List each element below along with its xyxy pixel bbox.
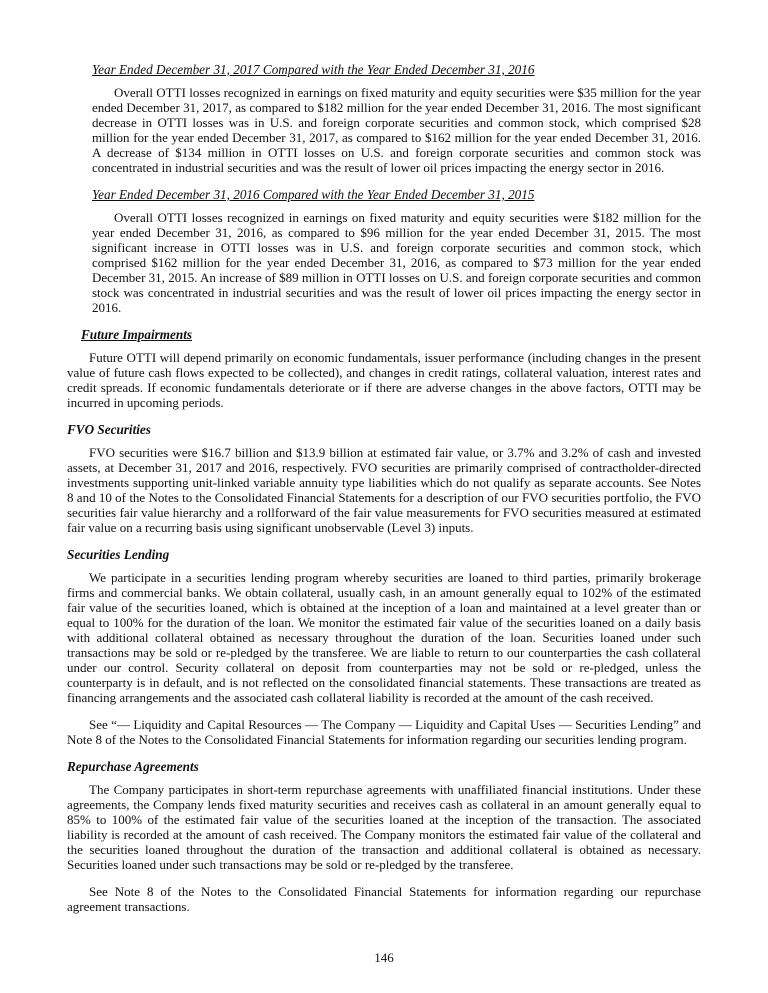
- section-heading: Securities Lending: [67, 547, 170, 562]
- paragraph: See Note 8 of the Notes to the Consolidated Financial Statements for information regarding our repurchase agreement transactions.: [67, 884, 701, 914]
- paragraph: Overall OTTI losses recognized in earnings on fixed maturity and equity securities were $35 million for the year ended December 31, 2017, as compared to $182 million for the year ended December 31, 2016. The most significant decrease in OTTI losses was in U.S. and foreign corporate securities and common stock, which comprised $28 million for the year ended December 31, 2017, as compared to $162 million for the year ended December 31, 2016. A decrease of $134 million in OTTI losses on U.S. and foreign corporate securities and common stock was concentrated in industrial securities and was the result of lower oil prices impacting the energy sector in 2016.: [92, 85, 701, 175]
- section-securities-lending: [67, 547, 701, 747]
- paragraph: FVO securities were $16.7 billion and $13.9 billion at estimated fair value, or 3.7% and 3.2% of cash and invested assets, at December 31, 2017 and 2016, respectively. FVO securities are primarily comprised of contractholder-directed investments supporting unit-linked variable annuity type liabilities which do not qualify as separate accounts. See Notes 8 and 10 of the Notes to the Consolidated Financial Statements for a description of our FVO securities portfolio, the FVO securities fair value hierarchy and a rollforward of the fair value measurements for FVO securities measured at estimated fair value on a recurring basis using significant unobservable (Level 3) inputs.: [67, 445, 701, 535]
- section-heading: Repurchase Agreements: [67, 759, 199, 774]
- section-heading: Year Ended December 31, 2016 Compared with the Year Ended December 31, 2015: [92, 187, 535, 202]
- document-content: [67, 62, 701, 926]
- section-year-2016-vs-2015: [92, 187, 701, 315]
- section-year-2017-vs-2016: [92, 62, 701, 175]
- section-heading: Year Ended December 31, 2017 Compared with the Year Ended December 31, 2016: [92, 62, 535, 77]
- paragraph: We participate in a securities lending program whereby securities are loaned to third parties, primarily brokerage firms and commercial banks. We obtain collateral, usually cash, in an amount generally equal to 102% of the estimated fair value of the securities loaned, which is obtained at the inception of a loan and maintained at a level greater than or equal to 100% for the duration of the loan. We monitor the estimated fair value of the securities loaned on a daily basis with additional collateral obtained as necessary throughout the duration of the loan. Securities loaned under such transactions may be sold or re-pledged by the transferee. We are liable to return to our counterparties the cash collateral under our control. Security collateral on deposit from counterparties may not be sold or re-pledged, unless the counterparty is in default, and is not reflected on the consolidated financial statements. These transactions are treated as financing arrangements and the associated cash collateral liability is recorded at the amount of the cash received.: [67, 570, 701, 705]
- section-heading: FVO Securities: [67, 422, 151, 437]
- section-future-impairments: [67, 327, 701, 410]
- section-fvo-securities: [67, 422, 701, 535]
- paragraph: Overall OTTI losses recognized in earnings on fixed maturity and equity securities were $182 million for the year ended December 31, 2016, as compared to $96 million for the year ended December 31, 2015. The most significant increase in OTTI losses was in U.S. and foreign corporate securities and common stock, which comprised $162 million for the year ended December 31, 2016, as compared to $73 million for the year ended December 31, 2015. An increase of $89 million in OTTI losses on U.S. and foreign corporate securities and common stock was concentrated in industrial securities and was the result of lower oil prices impacting the energy sector in 2016.: [92, 210, 701, 315]
- paragraph: Future OTTI will depend primarily on economic fundamentals, issuer performance (including changes in the present value of future cash flows expected to be collected), and changes in credit ratings, collateral valuation, interest rates and credit spreads. If economic fundamentals deteriorate or if there are adverse changes in the above factors, OTTI may be incurred in upcoming periods.: [67, 350, 701, 410]
- paragraph: See “— Liquidity and Capital Resources — The Company — Liquidity and Capital Uses — Securities Lending” and Note 8 of the Notes to the Consolidated Financial Statements for information regarding our securities lending program.: [67, 717, 701, 747]
- section-heading: Future Impairments: [81, 327, 193, 342]
- paragraph: The Company participates in short-term repurchase agreements with unaffiliated financial institutions. Under these agreements, the Company lends fixed maturity securities and receives cash as collateral in an amount generally equal to 85% to 100% of the estimated fair value of the securities loaned at the inception of the transaction. The associated liability is recorded at the amount of cash received. The Company monitors the estimated fair value of the collateral and the securities loaned throughout the duration of the transaction and additional collateral is obtained as necessary. Securities loaned under such transactions may be sold or re-pledged by the transferee.: [67, 782, 701, 872]
- page-number: 146: [374, 950, 394, 965]
- section-repurchase-agreements: [67, 759, 701, 914]
